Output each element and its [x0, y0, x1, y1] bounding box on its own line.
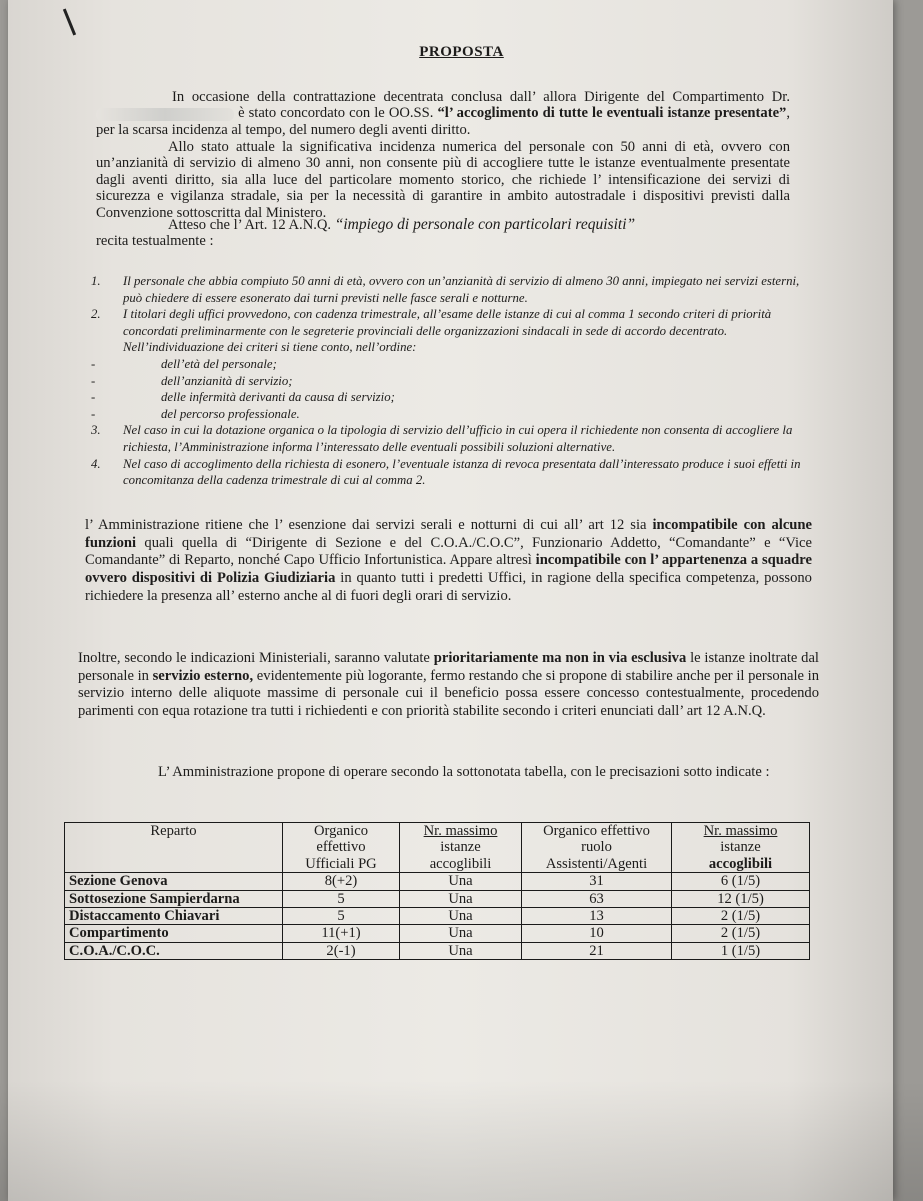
- criteria-text-2: dell’anzianità di servizio;: [161, 373, 293, 388]
- inoltre-paragraph: [78, 650, 819, 721]
- header-organico-pg: [283, 823, 400, 873]
- header-organico-pg-3: Ufficiali PG: [305, 855, 377, 872]
- cell-org-pg: 8(+2): [283, 873, 400, 890]
- cell-max1: Una: [400, 873, 522, 890]
- header-nr-max-1-c: accoglibili: [429, 855, 492, 872]
- intro-paragraph: [96, 89, 790, 138]
- inoltre-text-3: evidentemente più logorante, fermo restando che si propone di stabilire anche per il personale in servizio interno delle aliquote massime di personale cui il beneficio possa essere concesso contestualmente, procedendo parimenti con equa rotazione tra tutti i richiedenti e con priorità stabilite secondo i criteri enunciati dall’ art 12 A.N.Q.: [78, 667, 820, 720]
- header-organico-ass-2: ruolo: [581, 839, 612, 856]
- cell-org-ass: 31: [522, 873, 672, 890]
- article-text-1: Il personale che abbia compiuto 50 anni di età, ovvero con un’anzianità di servizio di almeno 30 anni, impiegato nei servizi esterni, può chiedere di essere esonerato dai turni previsti nelle fasce serali e notturne.: [123, 274, 800, 305]
- cell-reparto: Sottosezione Sampierdarna: [65, 890, 283, 907]
- cell-org-pg: 2(-1): [283, 942, 400, 959]
- criteria-dash-2: -: [91, 373, 96, 388]
- criteria-item-3: [91, 389, 821, 406]
- table-row: [65, 908, 810, 925]
- article-text-2: I titolari degli uffici provvedono, con cadenza trimestrale, all’esame delle istanze di cui al comma 1 secondo criteri di priorità concordati preliminarmente con le segreterie provinciali delle organizzazioni sindacali in sede di accordo decentrato.: [123, 307, 772, 338]
- article-item-1: [91, 273, 821, 306]
- criteria-item-2: [91, 373, 821, 390]
- cell-max2: 2 (1/5): [672, 925, 810, 942]
- cell-max2: 1 (1/5): [672, 942, 810, 959]
- proposta-text: L’ Amministrazione propone di operare secondo la sottonotata tabella, con le precisazioni sotto indicate :: [158, 764, 770, 780]
- cell-reparto: C.O.A./C.O.C.: [65, 942, 283, 959]
- inoltre-text-1: Inoltre, secondo le indicazioni Ministeriali, saranno valutate: [78, 650, 430, 666]
- cell-max1: Una: [400, 925, 522, 942]
- header-nr-max-1-b: istanze: [440, 839, 481, 856]
- stato-paragraph: [96, 139, 790, 221]
- criteria-dash-3: -: [91, 390, 96, 405]
- header-reparto: Reparto: [65, 823, 283, 873]
- article-num-3: 3.: [91, 423, 101, 438]
- cell-max1: Una: [400, 908, 522, 925]
- criteria-dash-1: -: [91, 356, 96, 371]
- article-item-2: [91, 306, 821, 339]
- criteria-text-3: delle infermità derivanti da causa di servizio;: [161, 390, 395, 405]
- criteria-text-1: dell’età del personale;: [161, 356, 277, 371]
- criteria-item-4: [91, 406, 821, 423]
- header-organico-ass-3: Assistenti/Agenti: [545, 855, 648, 872]
- table-row: [65, 925, 810, 942]
- amministrazione-paragraph: [85, 517, 812, 606]
- article-item-4: [91, 456, 821, 489]
- article-text-3: Nel caso in cui la dotazione organica o la tipologia di servizio dell’ufficio in cui opera il richiedente non consenta di accogliere la richiesta, l’Amministrazione informa l’interessato delle eventuali possibili soluzioni alternative.: [123, 423, 793, 454]
- document-title: PROPOSTA: [419, 44, 504, 60]
- atteso-paragraph: [96, 217, 790, 250]
- article-num-4: 4.: [91, 456, 101, 471]
- article-num-2: 2.: [91, 307, 101, 322]
- cell-reparto: Sezione Genova: [65, 873, 283, 890]
- intro-text-3: , per la scarsa incidenza al tempo, del numero degli aventi diritto.: [96, 105, 790, 138]
- table-row: [65, 873, 810, 890]
- cell-max1: Una: [400, 942, 522, 959]
- header-organico-pg-1: Organico: [313, 823, 369, 839]
- intro-text-2: è stato concordato con le OO.SS.: [238, 105, 434, 122]
- quota-table: [64, 822, 810, 960]
- proposta-paragraph: [78, 764, 826, 782]
- amm-bold-1: incompatibile con alcune funzioni: [85, 517, 813, 551]
- amm-text-3: in quanto tutti i predetti Uffici, in ragione della specifica competenza, possono richiedere la presenza all’ esterno anche al di fuori degli orari di servizio.: [85, 570, 812, 604]
- header-nr-max-1-a: Nr. massimo: [423, 823, 498, 839]
- intro-text-1: In occasione della contrattazione decentrata conclusa dall’ allora Dirigente del Compartimento Dr.: [172, 89, 790, 105]
- redacted-name: [96, 108, 234, 121]
- cell-max2: 12 (1/5): [672, 890, 810, 907]
- article-sub-2: Nell’individuazione dei criteri si tiene conto, nell’ordine:: [123, 340, 417, 355]
- inoltre-bold-1: prioritariamente ma non in via esclusiva: [433, 650, 687, 666]
- header-organico-ass-1: Organico effettivo: [543, 823, 650, 839]
- criteria-dash-4: -: [91, 406, 96, 421]
- atteso-emphasis: “impiego di personale con particolari requisiti”: [334, 216, 636, 233]
- header-nr-max-2-a: Nr. massimo: [703, 823, 778, 839]
- cell-org-pg: 11(+1): [283, 925, 400, 942]
- header-nr-max-2-b: istanze: [720, 839, 761, 856]
- cell-org-ass: 21: [522, 942, 672, 959]
- article-text-4: Nel caso di accoglimento della richiesta di esonero, l’eventuale istanza di revoca presentata dall’interessato produce i suoi effetti in concomitanza della cadenza trimestrale di cui al comma 2.: [123, 456, 801, 488]
- atteso-tail: recita testualmente :: [96, 233, 214, 250]
- header-nr-max-2-c: accoglibili: [708, 855, 773, 872]
- criteria-item-1: [91, 356, 821, 373]
- photo-shadow: [0, 1080, 923, 1201]
- cell-org-pg: 5: [283, 890, 400, 907]
- amm-text-2: quali quella di “Dirigente di Sezione e del C.O.A./C.O.C”, Funzionario Addetto, “Comandante” e “Vice Comandante” di Reparto, nonché Capo Ufficio Infortunistica. Appare altresì: [85, 534, 812, 569]
- amm-text-1: l’ Amministrazione ritiene che l’ esenzione dai servizi serali e notturni di cui all’ art 12 sia: [85, 517, 647, 533]
- table-row: [65, 942, 810, 959]
- article-num-1: 1.: [91, 274, 101, 288]
- amm-bold-2: incompatibile con l’ appartenenza a squadre ovvero dispositivi di Polizia Giudiziaria: [85, 552, 812, 587]
- cell-org-ass: 13: [522, 908, 672, 925]
- cell-org-ass: 63: [522, 890, 672, 907]
- table-row: [65, 890, 810, 907]
- atteso-text: Atteso che l’ Art. 12 A.N.Q.: [168, 217, 332, 233]
- cell-org-ass: 10: [522, 925, 672, 942]
- article-12-list: [91, 273, 821, 489]
- header-organico-ass: [522, 823, 672, 873]
- header-organico-pg-2: effettivo: [316, 839, 366, 856]
- inoltre-bold-2: servizio esterno,: [152, 667, 254, 684]
- article-item-3: [91, 422, 821, 455]
- header-nr-max-1: [400, 823, 522, 873]
- intro-bold: “l’ accoglimento di tutte le eventuali istanze presentate”: [437, 105, 787, 122]
- cell-reparto: Distaccamento Chiavari: [65, 908, 283, 925]
- cell-reparto: Compartimento: [65, 925, 283, 942]
- inoltre-text-2: le istanze inoltrate dal personale in: [78, 650, 819, 684]
- criteria-text-4: del percorso professionale.: [161, 406, 300, 421]
- cell-max1: Una: [400, 890, 522, 907]
- table-header-row: [65, 823, 810, 873]
- cell-max2: 2 (1/5): [672, 908, 810, 925]
- stato-text: Allo stato attuale la significativa incidenza numerica del personale con 50 anni di età, ovvero con un’anzianità di servizio di almeno 30 anni, non consente più di accogliere tutte le istanze eventualmente presentate dagli aventi diritto, sia alla luce del particolare momento storico, che richiede l’ intensificazione dei servizi di sicurezza e vigilanza stradale, sia per la necessità di garantire in ambito autostradale i dispositivi previsti dalla Convenzione sottoscritta dal Ministero.: [96, 139, 790, 221]
- header-nr-max-2: [672, 823, 810, 873]
- cell-org-pg: 5: [283, 908, 400, 925]
- cell-max2: 6 (1/5): [672, 873, 810, 890]
